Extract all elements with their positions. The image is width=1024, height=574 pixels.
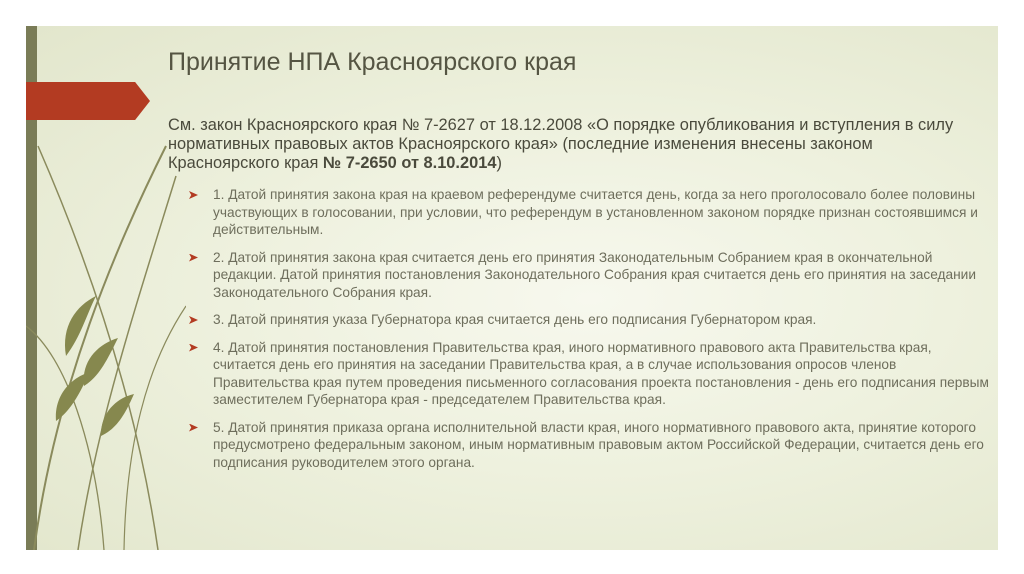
list-item-text: 2. Датой принятия закона края считается день его принятия Законодательным Собранием края в окончательной редакции. Датой принятия постановления Законодательного Собрания края считается день его принятия на заседании Законодательного Собрания края.: [213, 249, 976, 300]
list-item: [189, 311, 989, 329]
list-item: [189, 339, 989, 409]
bullet-arrow-icon: [189, 316, 198, 324]
list-item-text: 5. Датой принятия приказа органа исполнительной власти края, иного нормативного правового акта, принятие которого предусмотрено федеральным законом, иным нормативным правовым актом Российской Федерации, считается день его подписания руководителем этого органа.: [213, 419, 984, 470]
list-item: [189, 186, 989, 239]
provisions-list: [189, 186, 989, 481]
list-item: [189, 419, 989, 472]
bullet-arrow-icon: [189, 344, 198, 352]
list-item: [189, 249, 989, 302]
bullet-arrow-icon: [189, 254, 198, 262]
bullet-arrow-icon: [189, 191, 198, 199]
title-accent-tab: [26, 82, 150, 120]
intro-paragraph: [168, 116, 978, 173]
intro-text: См. закон Красноярского края № 7-2627 от 18.12.2008 «О порядке опубликования и вступления в силу нормативных правовых актов Красноярского края» (последние изменения внесены законом Красноярского края: [168, 116, 954, 172]
intro-text-end: ): [496, 154, 502, 172]
intro-law-number: № 7-2650 от 8.10.2014: [322, 154, 497, 172]
slide: [26, 26, 998, 550]
list-item-text: 3. Датой принятия указа Губернатора края считается день его подписания Губернатором края.: [213, 312, 817, 327]
list-item-text: 4. Датой принятия постановления Правительства края, иного нормативного правового акта Правительства края, считается день его принятия на заседании Правительства края, а в случае использования опросов членов Правительства края путем проведения письменного согласования проекта постановления - день его подписания первым заместителем Губернатора края - председателем Правительства края.: [213, 339, 989, 407]
list-item-text: 1. Датой принятия закона края на краевом референдуме считается день, когда за него проголосовало более половины участвующих в голосовании, при условии, что референдум в установленном законом порядке признан состоявшимся и действительным.: [213, 187, 978, 237]
slide-title: Принятие НПА Красноярского края: [168, 48, 577, 76]
bullet-arrow-icon: [189, 424, 198, 432]
